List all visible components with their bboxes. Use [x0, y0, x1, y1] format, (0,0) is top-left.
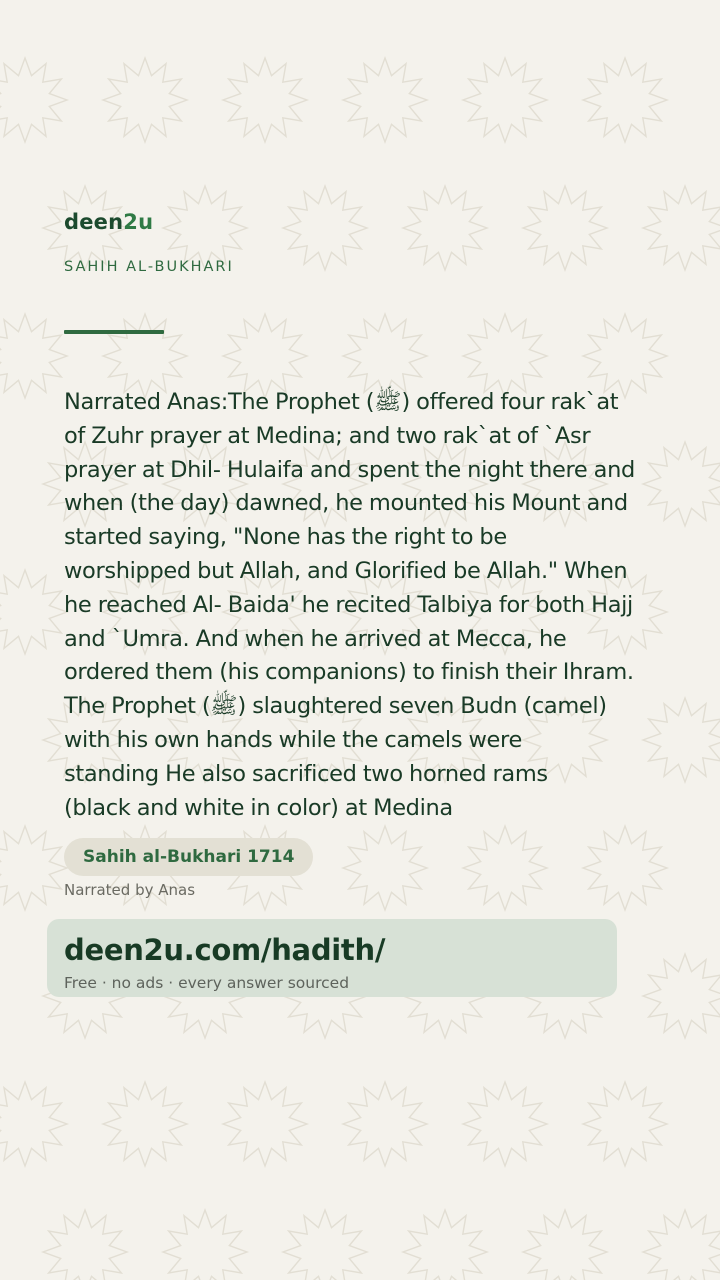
collection-label: SAHIH AL-BUKHARI	[64, 259, 234, 275]
hadith-line: standing He also sacrificed two horned rams	[64, 760, 548, 787]
hadith-line: and `Umra. And when he arrived at Mecca, he	[64, 625, 567, 652]
brand-logo	[64, 210, 153, 234]
hadith-line: of Zuhr prayer at Medina; and two rak`at of `Asr	[64, 422, 591, 449]
link-tagline: Free · no ads · every answer sourced	[64, 974, 350, 992]
hadith-line: Narrated Anas:The Prophet (ﷺ) offered four rak`at	[64, 389, 619, 415]
brand-prefix: deen	[64, 210, 124, 234]
hadith-line: started saying, "None has the right to be	[64, 524, 507, 551]
hadith-line: prayer at Dhil- Hulaifa and spent the night there and	[64, 456, 635, 483]
hadith-line: when (the day) dawned, he mounted his Mount and	[64, 490, 628, 517]
hadith-line: worshipped but Allah, and Glorified be Allah." When	[64, 557, 628, 584]
brand-accent: 2u	[123, 210, 154, 234]
hadith-line: ordered them (his companions) to finish their Ihram.	[64, 659, 634, 686]
reference-badge: Sahih al-Bukhari 1714	[64, 838, 313, 876]
link-card[interactable]	[47, 919, 617, 997]
narrator-caption: Narrated by Anas	[64, 881, 196, 899]
divider	[64, 330, 164, 334]
hadith-line: (black and white in color) at Medina	[64, 794, 453, 821]
hadith-text	[64, 386, 674, 825]
site-link[interactable]: deen2u.com/hadith/	[64, 933, 386, 967]
hadith-line: The Prophet (ﷺ) slaughtered seven Budn (camel)	[64, 693, 607, 720]
hadith-line: with his own hands while the camels were	[64, 726, 522, 753]
hadith-line: he reached Al- Baida' he recited Talbiya for both Hajj	[64, 591, 633, 618]
